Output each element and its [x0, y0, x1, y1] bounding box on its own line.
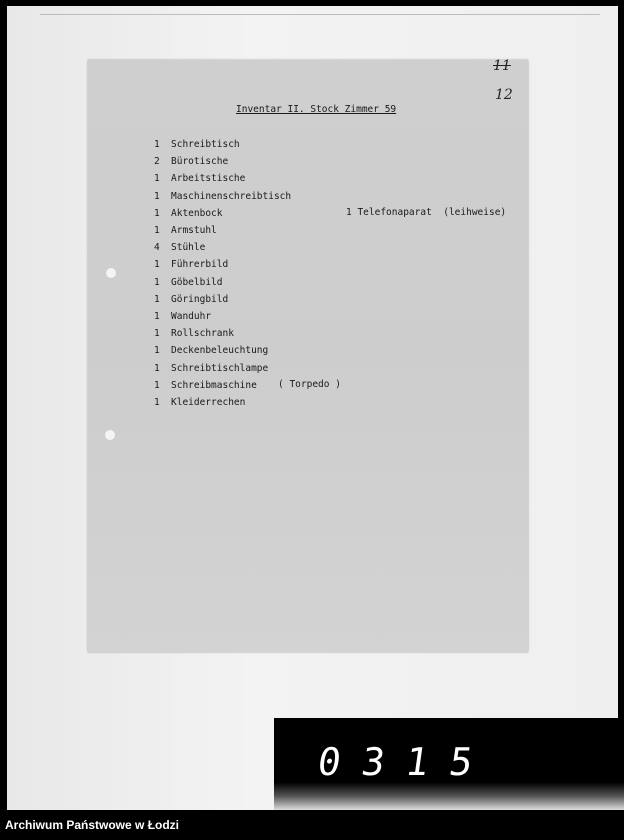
item-name: Schreibtisch	[171, 139, 240, 150]
archive-footer	[0, 810, 624, 840]
item-quantity: 2	[154, 156, 160, 168]
side-note: 1 Telefonaparat (leihweise)	[346, 207, 507, 218]
item-name: Deckenbeleuchtung	[171, 345, 269, 357]
item-quantity: 1	[154, 139, 160, 150]
item-quantity: 1	[154, 259, 160, 271]
item-quantity: 1	[154, 207, 160, 219]
punch-hole	[105, 430, 115, 440]
divider	[40, 14, 600, 15]
punch-hole	[106, 268, 116, 278]
item-name: Aktenbock	[171, 207, 223, 219]
item-name: Rollschrank	[171, 328, 234, 340]
folio-mark-crossed: 11	[493, 58, 511, 74]
item-quantity: 1	[154, 173, 160, 185]
frame-counter: 0315	[314, 740, 497, 784]
item-name: Führerbild	[171, 259, 229, 271]
item-quantity: 1	[154, 397, 160, 408]
item-name: Kleiderrechen	[171, 397, 246, 408]
item-name: Armstuhl	[171, 225, 217, 236]
item-name: Göbelbild	[171, 276, 223, 288]
item-name: Stühle	[171, 242, 206, 254]
item-quantity: 1	[154, 328, 160, 340]
item-quantity: 1	[154, 345, 160, 357]
document-title: Inventar II. Stock Zimmer 59	[236, 104, 397, 115]
item-name: Arbeitstische	[171, 173, 246, 185]
item-quantity: 1	[154, 362, 160, 374]
folio-mark: 12	[495, 87, 513, 103]
item-quantity: 1	[154, 276, 160, 288]
item-quantity: 1	[154, 225, 160, 236]
item-name: Maschinenschreibtisch	[171, 190, 292, 202]
item-name: Schreibtischlampe	[171, 362, 269, 374]
typewriter-note: ( Torpedo )	[278, 379, 341, 390]
item-name: Bürotische	[171, 156, 229, 168]
item-name: Wanduhr	[171, 311, 212, 322]
item-name: Göringbild	[171, 293, 229, 305]
item-quantity: 1	[154, 311, 160, 322]
item-quantity: 4	[154, 242, 160, 254]
item-name: Schreibmaschine	[171, 379, 257, 391]
archive-label: Archiwum Państwowe w Łodzi	[5, 818, 180, 832]
item-quantity: 1	[154, 293, 160, 305]
item-quantity: 1	[154, 190, 160, 202]
item-quantity: 1	[154, 379, 160, 391]
